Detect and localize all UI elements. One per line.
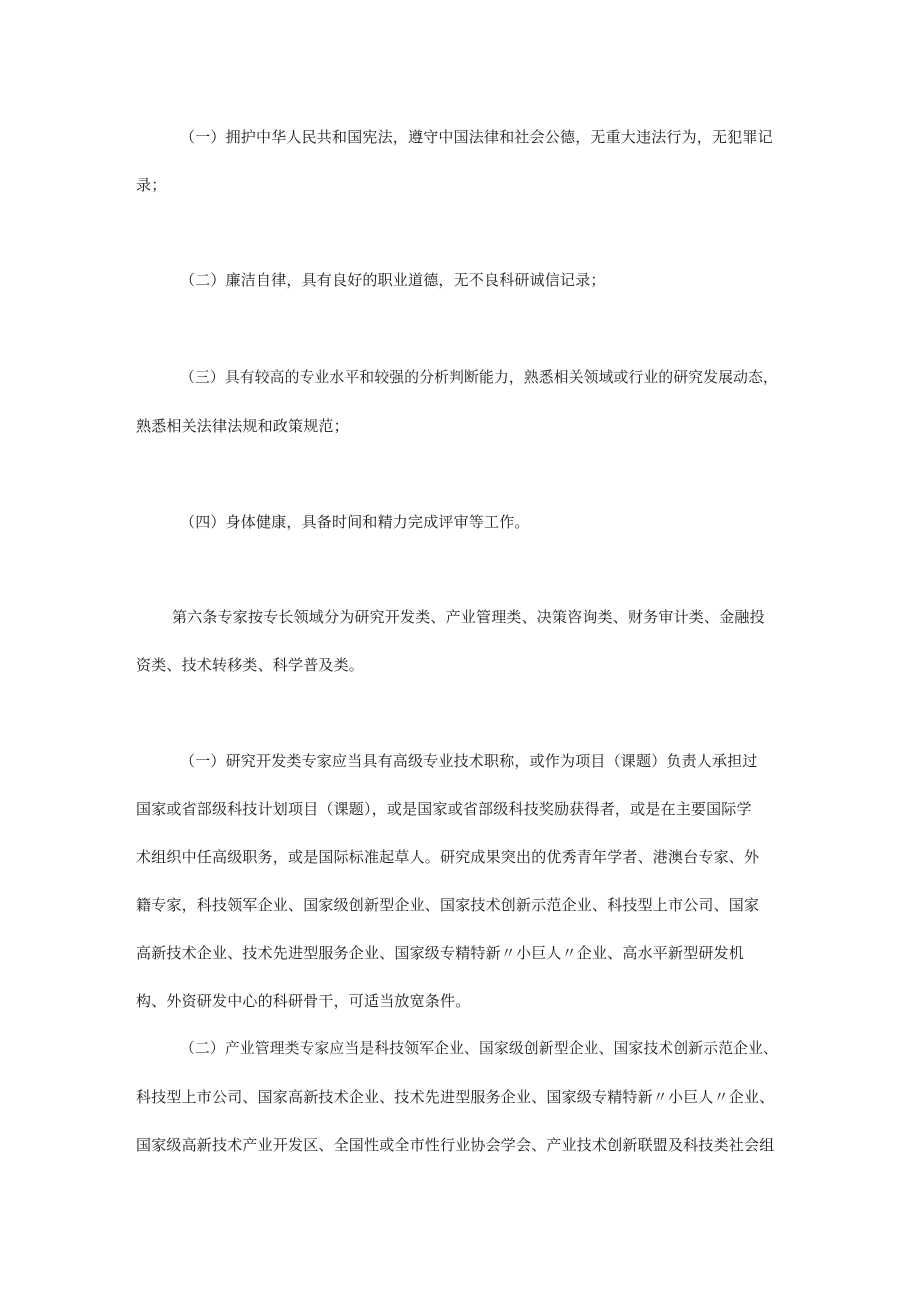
article5-item1-line1: （一）拥护中华人民共和国宪法，遵守中国法律和社会公德，无重大违法行为，无犯罪记	[180, 128, 773, 146]
article5-item3-line1: （三）具有较高的专业水平和较强的分析判断能力，熟悉相关领域或行业的研究发展动态，	[180, 369, 778, 386]
article6-item1-line3: 术组织中任高级职务，或是国际标准起草人。研究成果突出的优秀青年学者、港澳台专家、外	[136, 848, 760, 866]
article6-item1-line5: 高新技术企业、技术先进型服务企业、国家级专精特新〃小巨人〃企业、高水平新型研发机	[136, 944, 745, 962]
article5-item3-line2: 熟悉相关法律法规和政策规范；	[136, 417, 349, 435]
article5-item2-line1: （二）廉洁自律，具有良好的职业道德，无不良科研诚信记录；	[180, 271, 606, 289]
article6-item1-line4: 籍专家，科技领军企业、国家级创新型企业、国家技术创新示范企业、科技型上市公司、国家	[136, 896, 760, 914]
article6-item1-line6: 构、外资研发中心的科研骨干，可适当放宽条件。	[136, 992, 471, 1010]
article6-line2: 资类、技术转移类、科学普及类。	[136, 656, 365, 674]
article5-item4-line1: （四）身体健康，具备时间和精力完成评审等工作。	[180, 513, 530, 531]
article6-item2-line1: （二）产业管理类专家应当是科技领军企业、国家级创新型企业、国家技术创新示范企业、	[180, 1040, 778, 1057]
article6-item2-line3: 国家级高新技术产业开发区、全国性或全市性行业协会学会、产业技术创新联盟及科技类社会组	[136, 1136, 775, 1154]
article6-line1: 第六条专家按专长领域分为研究开发类、产业管理类、决策咨询类、财务审计类、金融投	[172, 608, 765, 626]
article6-item1-line1: （一）研究开发类专家应当具有高级专业技术职称，或作为项目（课题）负责人承担过	[180, 752, 758, 770]
article6-item1-line2: 国家或省部级科技计划项目（课题），或是国家或省部级科技奖励获得者，或是在主要国际学	[136, 800, 752, 818]
article5-item1-line2: 录；	[136, 176, 167, 194]
article6-item2-line2: 科技型上市公司、国家高新技术企业、技术先进型服务企业、国家级专精特新〃小巨人〃企业、	[136, 1088, 775, 1106]
